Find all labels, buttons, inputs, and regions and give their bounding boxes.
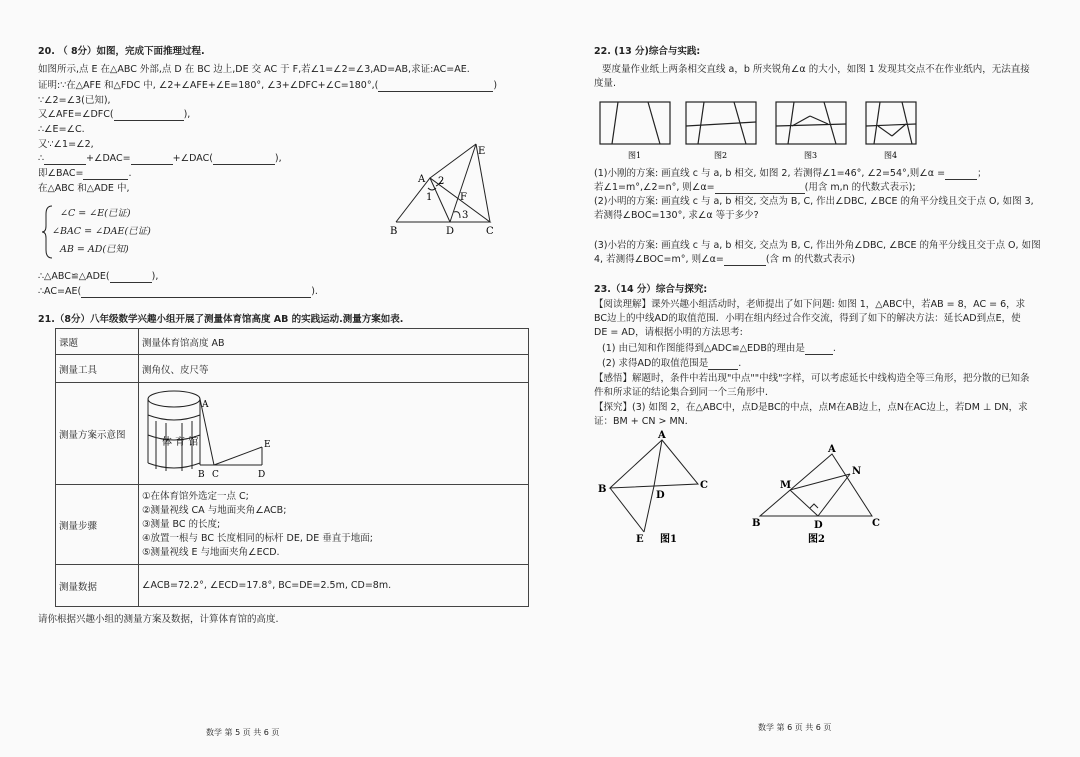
q20-line6-c: +∠DAC( <box>172 153 213 164</box>
q23-l2: BC边上的中线AD的取值范围．小明在组内经过合作交流，得到了如下的解决方法：延长AD到点E，使 <box>594 313 1021 324</box>
q23-figure-1 <box>598 428 708 548</box>
q20-sys1: ∠C = ∠E(已证) <box>60 208 131 219</box>
q20-proof-line1: 证明:∵在△AFE 和△FDC 中, ∠2+∠AFE+∠E=180°, ∠3+∠DFC+∠C=180°,( ) <box>38 80 498 91</box>
q23-l5-end: . <box>738 358 742 369</box>
label-a: A <box>658 430 666 441</box>
q20-triangle-figure <box>390 140 510 240</box>
step-item: ③测量 BC 的长度; <box>142 518 221 530</box>
label-a: A <box>202 400 209 410</box>
table-row <box>56 383 529 485</box>
page-footer: 数学 第 5 页 共 6 页 <box>206 728 280 737</box>
label-a: A <box>418 174 426 185</box>
table-cell-diagram <box>139 383 529 485</box>
label-e: E <box>636 534 644 545</box>
step-item: ①在体育馆外选定一点 C; <box>142 490 249 502</box>
q22-p2: (2)小明的方案: 画直线 c 与 a, b 相交, 交点为 B, C, 作出∠DBC, ∠BCE 的角平分线且交于点 O, 如图 3, <box>594 196 1034 207</box>
fig-caption: 图1 <box>628 151 642 160</box>
blank <box>213 154 275 165</box>
q22-intro2: 度量. <box>594 78 617 89</box>
label-b: B <box>198 470 205 479</box>
table-cell-value: 测角仪、皮尺等 <box>139 355 529 383</box>
blank <box>715 183 805 194</box>
q20-line7 <box>38 168 132 180</box>
label-d: D <box>446 226 455 237</box>
page-footer: 数学 第 6 页 共 6 页 <box>758 723 832 732</box>
table-row <box>56 485 529 565</box>
exam-page-6 <box>540 0 1080 757</box>
q20-concl2-text: ∴AC=AE( <box>38 286 82 297</box>
q23-l5-text: (2) 求得AD的取值范围是 <box>602 358 709 369</box>
q20-concl1 <box>38 271 158 283</box>
q20-line7-text: 即∠BAC= <box>38 168 84 179</box>
q20-concl2-end: ). <box>311 286 318 297</box>
label-m: M <box>780 480 792 491</box>
label-2: 2 <box>438 176 445 187</box>
table-cell-key: 测量步骤 <box>56 485 139 565</box>
fig-caption: 图4 <box>884 151 898 160</box>
q20-line6-b: +∠DAC= <box>86 153 131 164</box>
q22-p3: (3)小岩的方案: 画直线 c 与 a, b 相交, 交点为 B, C, 作出外角∠DBC, ∠BCE 的角平分线且交于点 O, 如图 <box>594 240 1041 251</box>
table-cell-key: 测量工具 <box>56 355 139 383</box>
q23-l4-text: (1) 由已知和作图能得到△ADC≌△EDB的理由是 <box>602 343 805 354</box>
q20-line3-end: ), <box>183 109 191 120</box>
fig1-caption: 图1 <box>660 534 677 545</box>
blank <box>708 359 738 370</box>
table-cell-key: 课题 <box>56 329 139 355</box>
fig2-caption: 图2 <box>808 534 825 545</box>
q21-measurement-table <box>55 328 529 607</box>
label-c: C <box>700 480 708 491</box>
table-cell-steps <box>139 485 529 565</box>
q20-line3 <box>38 109 190 121</box>
q22-p3b <box>594 254 855 266</box>
blank <box>724 255 766 266</box>
label-d: D <box>814 520 823 531</box>
q22-p1b-text: 若∠1=m°,∠2=n°, 则∠α= <box>594 182 715 193</box>
blank <box>83 169 128 180</box>
q20-concl2 <box>38 286 318 298</box>
q20-line6-a: ∴ <box>38 153 45 164</box>
q22-p1b <box>594 182 916 194</box>
q20-concl1-text: ∴△ABC≌△ADE( <box>38 271 110 282</box>
q20-line7-end: . <box>128 168 132 179</box>
q22-p3b-end: (含 m 的代数式表示) <box>765 254 856 265</box>
label-c: C <box>486 226 494 237</box>
table-row <box>56 355 529 383</box>
blank <box>805 344 833 355</box>
blank <box>131 154 173 165</box>
label-d: D <box>656 490 665 501</box>
blank <box>81 287 311 298</box>
q21-instruction: 请你根据兴趣小组的测量方案及数据，计算体育馆的高度. <box>38 614 279 625</box>
label-b: B <box>390 226 398 237</box>
label-1: 1 <box>426 192 433 203</box>
step-item: ④放置一根与 BC 长度相同的标杆 DE, DE 垂直于地面; <box>142 532 373 544</box>
q20-sys3: AB = AD(已知) <box>60 244 129 255</box>
label-b: B <box>752 518 761 529</box>
line-ae <box>430 144 476 178</box>
q20-line4: ∴∠E=∠C. <box>38 124 85 135</box>
label-e: E <box>264 440 271 450</box>
step-item: ⑤测量视线 E 与地面夹角∠ECD. <box>142 546 280 558</box>
q23-l7: 件和所求证的结论集合到同一个三角形中． <box>594 387 775 398</box>
q22-title: 22. (13 分)综合与实践: <box>594 46 701 57</box>
table-cell-value: 测量体育馆高度 AB <box>139 329 529 355</box>
q22-intro1: 要度量作业纸上两条相交直线 a，b 所夹锐角∠α 的大小，如图 1 发现其交点不在作业纸内，无法直接 <box>602 64 1030 75</box>
blank <box>44 154 86 165</box>
label-c: C <box>872 518 880 529</box>
q22-p1-text: (1)小刚的方案: 画直线 c 与 a, b 相交, 如图 2, 若测得∠1=46°, ∠2=54°,则∠α = <box>594 168 946 179</box>
q23-l4-end: . <box>832 343 836 354</box>
q20-sys2: ∠BAC = ∠DAE(已证) <box>52 226 151 237</box>
blank <box>110 272 152 283</box>
q20-line6-d: ), <box>274 153 282 164</box>
gym-measurement-diagram <box>142 385 292 479</box>
q20-title: 20. （ 8分）如图，完成下面推理过程. <box>38 46 205 57</box>
q23-l1: 【阅读理解】课外兴趣小组活动时，老师提出了如下问题: 如图 1，△ABC中，若AB = 8，AC = 6，求 <box>594 299 1026 310</box>
fig-caption: 图2 <box>714 151 728 160</box>
table-row <box>56 565 529 607</box>
q23-l4 <box>602 343 836 355</box>
q20-line3-text: 又∠AFE=∠DFC( <box>38 109 114 120</box>
step-item: ②测量视线 CA 与地面夹角∠ACB; <box>142 504 287 516</box>
q23-l5 <box>602 358 741 370</box>
label-e: E <box>478 146 486 157</box>
blank <box>945 169 977 180</box>
q22-p1 <box>594 168 987 180</box>
table-cell-value: ∠ACB=72.2°, ∠ECD=17.8°, BC=DE=2.5m, CD=8m. <box>139 565 529 607</box>
q20-line6 <box>38 153 282 165</box>
q22-p1b-end: (用含 m,n 的代数式表示); <box>804 182 916 193</box>
q23-title: 23.（14 分）综合与探究: <box>594 284 708 295</box>
gym-label: 体 育 馆 <box>162 437 199 448</box>
q20-statement: 如图所示,点 E 在△ABC 外部,点 D 在 BC 边上,DE 交 AC 于 F,若∠1=∠2=∠3,AD=AB,求证:AC=AE. <box>38 64 470 75</box>
q23-l9: 证：BM + CN > MN． <box>594 416 695 427</box>
q20-line8: 在△ABC 和△ADE 中, <box>38 183 130 194</box>
q22-p3b-text: 4, 若测得∠BOC=m°, 则∠α= <box>594 254 724 265</box>
q23-l3: DE = AD，请根据小明的方法思考: <box>594 327 743 338</box>
label-c: C <box>212 470 219 479</box>
q20-concl1-end: ), <box>151 271 159 282</box>
q23-l6: 【感悟】解题时，条件中若出现"中点""中线"字样，可以考虑延长中线构造全等三角形，把分散的已知条 <box>594 373 1030 384</box>
q22-figures <box>598 96 918 162</box>
label-d: D <box>258 470 266 479</box>
q20-line2: ∵∠2=∠3(已知), <box>38 95 111 106</box>
q23-figure-2 <box>752 444 882 548</box>
table-cell-key: 测量数据 <box>56 565 139 607</box>
q20-line5: 又∵∠1=∠2, <box>38 139 94 150</box>
q23-l8: 【探究】(3) 如图 2，在△ABC中，点D是BC的中点，点M在AB边上，点N在AC边上，若DM ⊥ DN，求 <box>594 402 1028 413</box>
table-cell-key: 测量方案示意图 <box>56 383 139 485</box>
q22-p2b: 若测得∠BOC=130°, 求∠α 等于多少? <box>594 210 759 221</box>
label-f: F <box>460 192 467 203</box>
label-b: B <box>598 484 607 495</box>
q20-proof-line1-text: 证明:∵在△AFE 和△FDC 中, ∠2+∠AFE+∠E=180°, ∠3+∠DFC+∠C=180°,( <box>38 80 379 91</box>
q22-p1-end: ； <box>977 168 987 179</box>
fig-caption: 图3 <box>804 151 818 160</box>
label-n: N <box>852 466 862 477</box>
blank <box>378 81 493 92</box>
q21-title: 21.（8分）八年级数学兴趣小组开展了测量体育馆高度 AB 的实践运动.测量方案如表. <box>38 314 404 325</box>
label-a: A <box>828 444 836 455</box>
label-3: 3 <box>462 210 469 221</box>
blank <box>114 110 184 121</box>
table-row <box>56 329 529 355</box>
